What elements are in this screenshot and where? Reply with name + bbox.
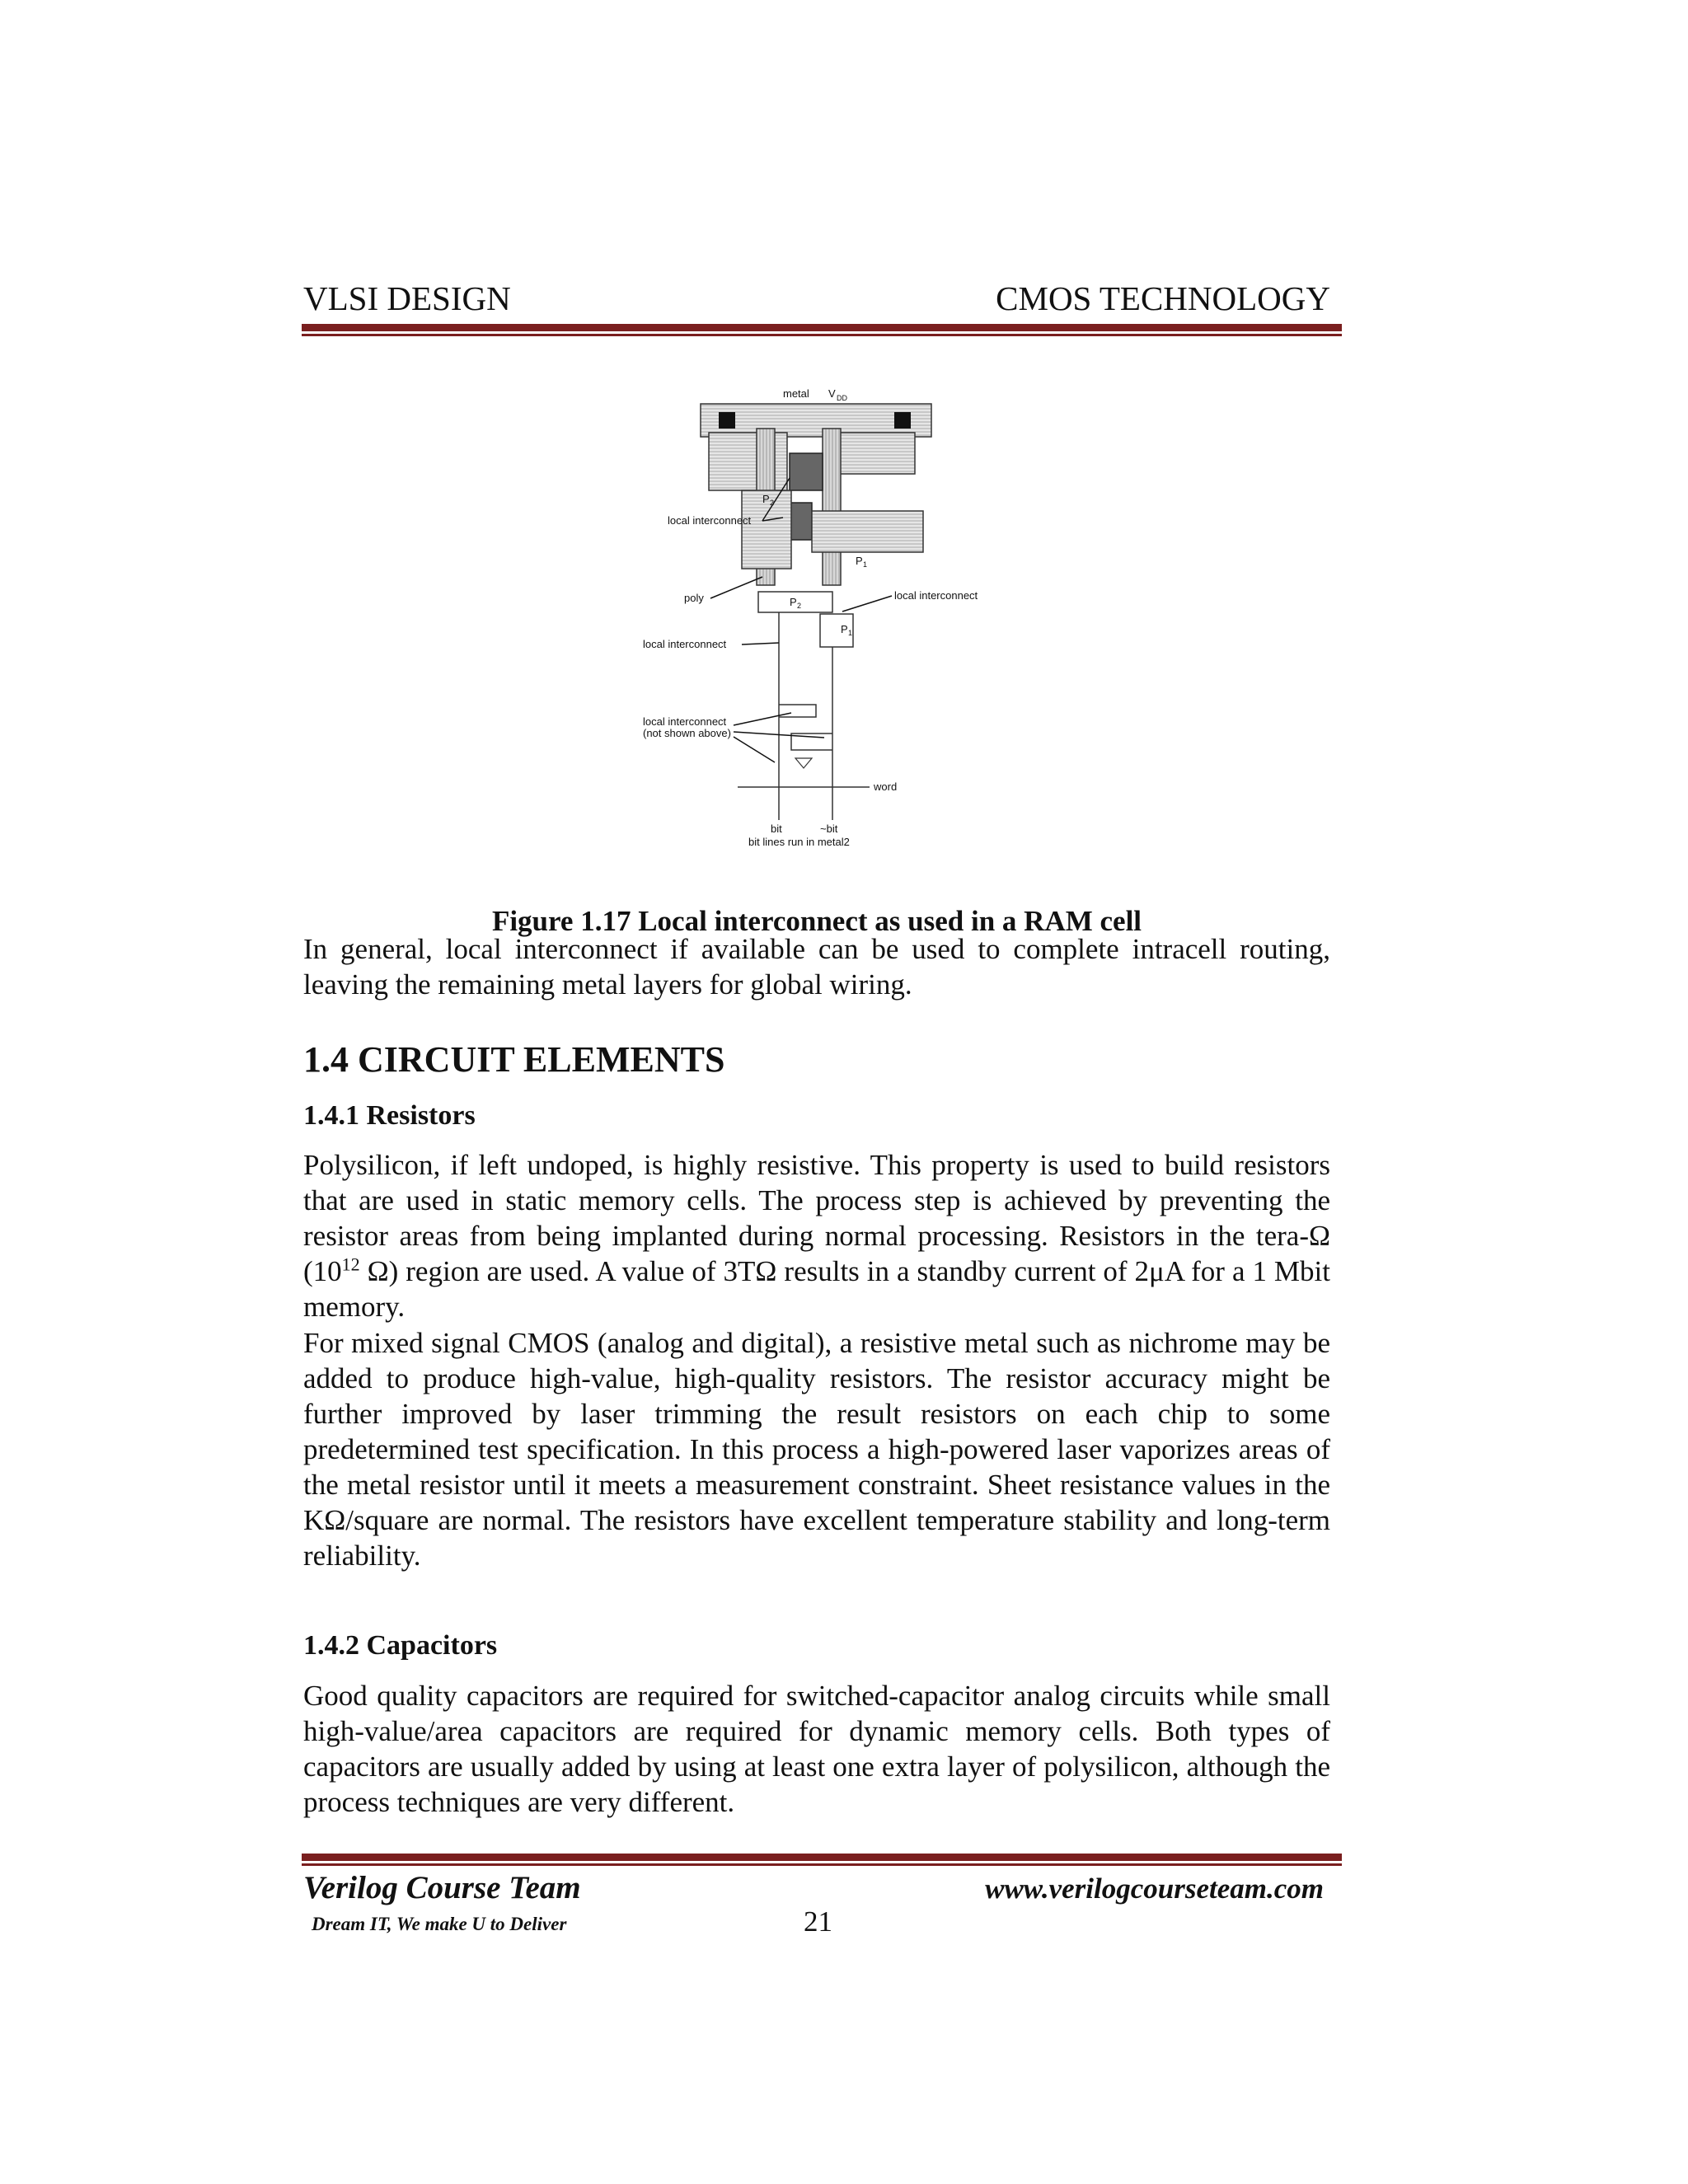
arrow-poly [710, 577, 762, 598]
arrow-li-2 [842, 596, 892, 612]
label-p1-mid: P [841, 623, 848, 635]
label-vdd: V [828, 387, 836, 400]
label-p1-top: P [856, 555, 863, 567]
capacitors-heading: 1.4.2 Capacitors [303, 1630, 498, 1661]
intro-paragraph: In general, local interconnect if available can be used to complete intracell routing, leaving the remaining metal layers for global wiring. [303, 933, 1330, 1001]
label-local-interconnect-4: local interconnect [643, 715, 727, 728]
section-heading: 1.4 CIRCUIT ELEMENTS [303, 1039, 725, 1080]
label-p1-top-sub: 1 [863, 560, 868, 569]
resistors-paragraph-2: For mixed signal CMOS (analog and digital), a resistive metal such as nichrome may be added to produce high-value, high-quality resistors. The resistor accuracy might be further improved by laser trimming the result resistors on each chip to some predetermined test specification. In this process a high-powered laser vaporizes areas of the metal resistor until it meets a measurement constraint. Sheet resistance values in the KΩ/square are normal. The resistors have excellent temperature stability and long-term reliability. [303, 1327, 1330, 1572]
footer-rule-thin [302, 1863, 1342, 1866]
label-poly: poly [684, 592, 704, 604]
label-p1-mid-sub: 1 [848, 629, 853, 637]
diffusion-upper-right [837, 433, 915, 474]
label-vdd-sub: DD [837, 394, 847, 402]
cross-coupled-1 [779, 705, 816, 717]
footer-tagline: Dream IT, We make U to Deliver [312, 1914, 567, 1934]
header-rule-thin [302, 334, 1342, 336]
label-nbit: ~bit [820, 823, 838, 835]
figure-caption: Figure 1.17 Local interconnect as used in a RAM cell [491, 905, 1142, 937]
footer-rule [302, 1854, 1342, 1861]
label-local-interconnect-1: local interconnect [668, 514, 752, 527]
header-left-title: VLSI DESIGN [303, 279, 511, 317]
label-p2-mid-sub: 2 [797, 602, 802, 610]
contact-right [894, 412, 911, 429]
label-p2-mid: P [790, 596, 797, 608]
resistors-heading: 1.4.1 Resistors [303, 1100, 476, 1131]
capacitors-paragraph-1: Good quality capacitors are required for switched-capacitor analog circuits while small high-value/area capacitors are required for dynamic memory cells. Both types of capacitors are usually added by using at least one extra layer of polysilicon, although the process techniques are very different. [303, 1680, 1330, 1818]
label-local-interconnect-2: local interconnect [894, 589, 978, 602]
page-number: 21 [804, 1905, 832, 1938]
poly-right [823, 429, 841, 585]
label-bit-lines: bit lines run in metal2 [748, 836, 850, 848]
resistors-para1-a: Polysilicon, if left undoped, is highly resistive. This property is used to build resistors that are used in static memory cells. The process step is achieved by preventing the resistor areas from being implanted during normal processing. Resistors in the tera-Ω (10 [303, 1149, 1330, 1287]
arrow-li-3 [742, 643, 779, 644]
footer-team-name: Verilog Course Team [303, 1870, 581, 1905]
resistors-para1-b: Ω) region are used. A value of 3TΩ results in a standby current of 2μA for a 1 Mbit memory. [303, 1255, 1330, 1323]
contact-left [719, 412, 735, 429]
ram-cell-diagram [626, 387, 1039, 874]
page-header [303, 272, 1330, 321]
arrow-li-4a [734, 713, 791, 725]
label-metal: metal [783, 387, 809, 400]
label-p2-top: P [762, 493, 770, 505]
label-word: word [874, 780, 898, 793]
label-local-interconnect-3: local interconnect [643, 638, 727, 650]
label-not-shown: (not shown above) [643, 727, 731, 739]
header-right-title: CMOS TECHNOLOGY [996, 279, 1330, 317]
resistors-paragraph-1 [303, 1147, 1330, 1324]
footer-website: www.verilogcourseteam.com [985, 1872, 1324, 1905]
local-interconnect-block-top [790, 453, 823, 490]
label-bit: bit [771, 823, 782, 835]
label-p2-top-sub: 2 [770, 499, 775, 507]
diffusion-p1 [812, 511, 923, 552]
ram-cell-figure [626, 387, 1039, 874]
arrow-li-4c [734, 737, 775, 762]
header-rule [302, 324, 1342, 331]
ground-symbol [795, 758, 812, 768]
resistors-para1-sup: 12 [341, 1254, 360, 1275]
